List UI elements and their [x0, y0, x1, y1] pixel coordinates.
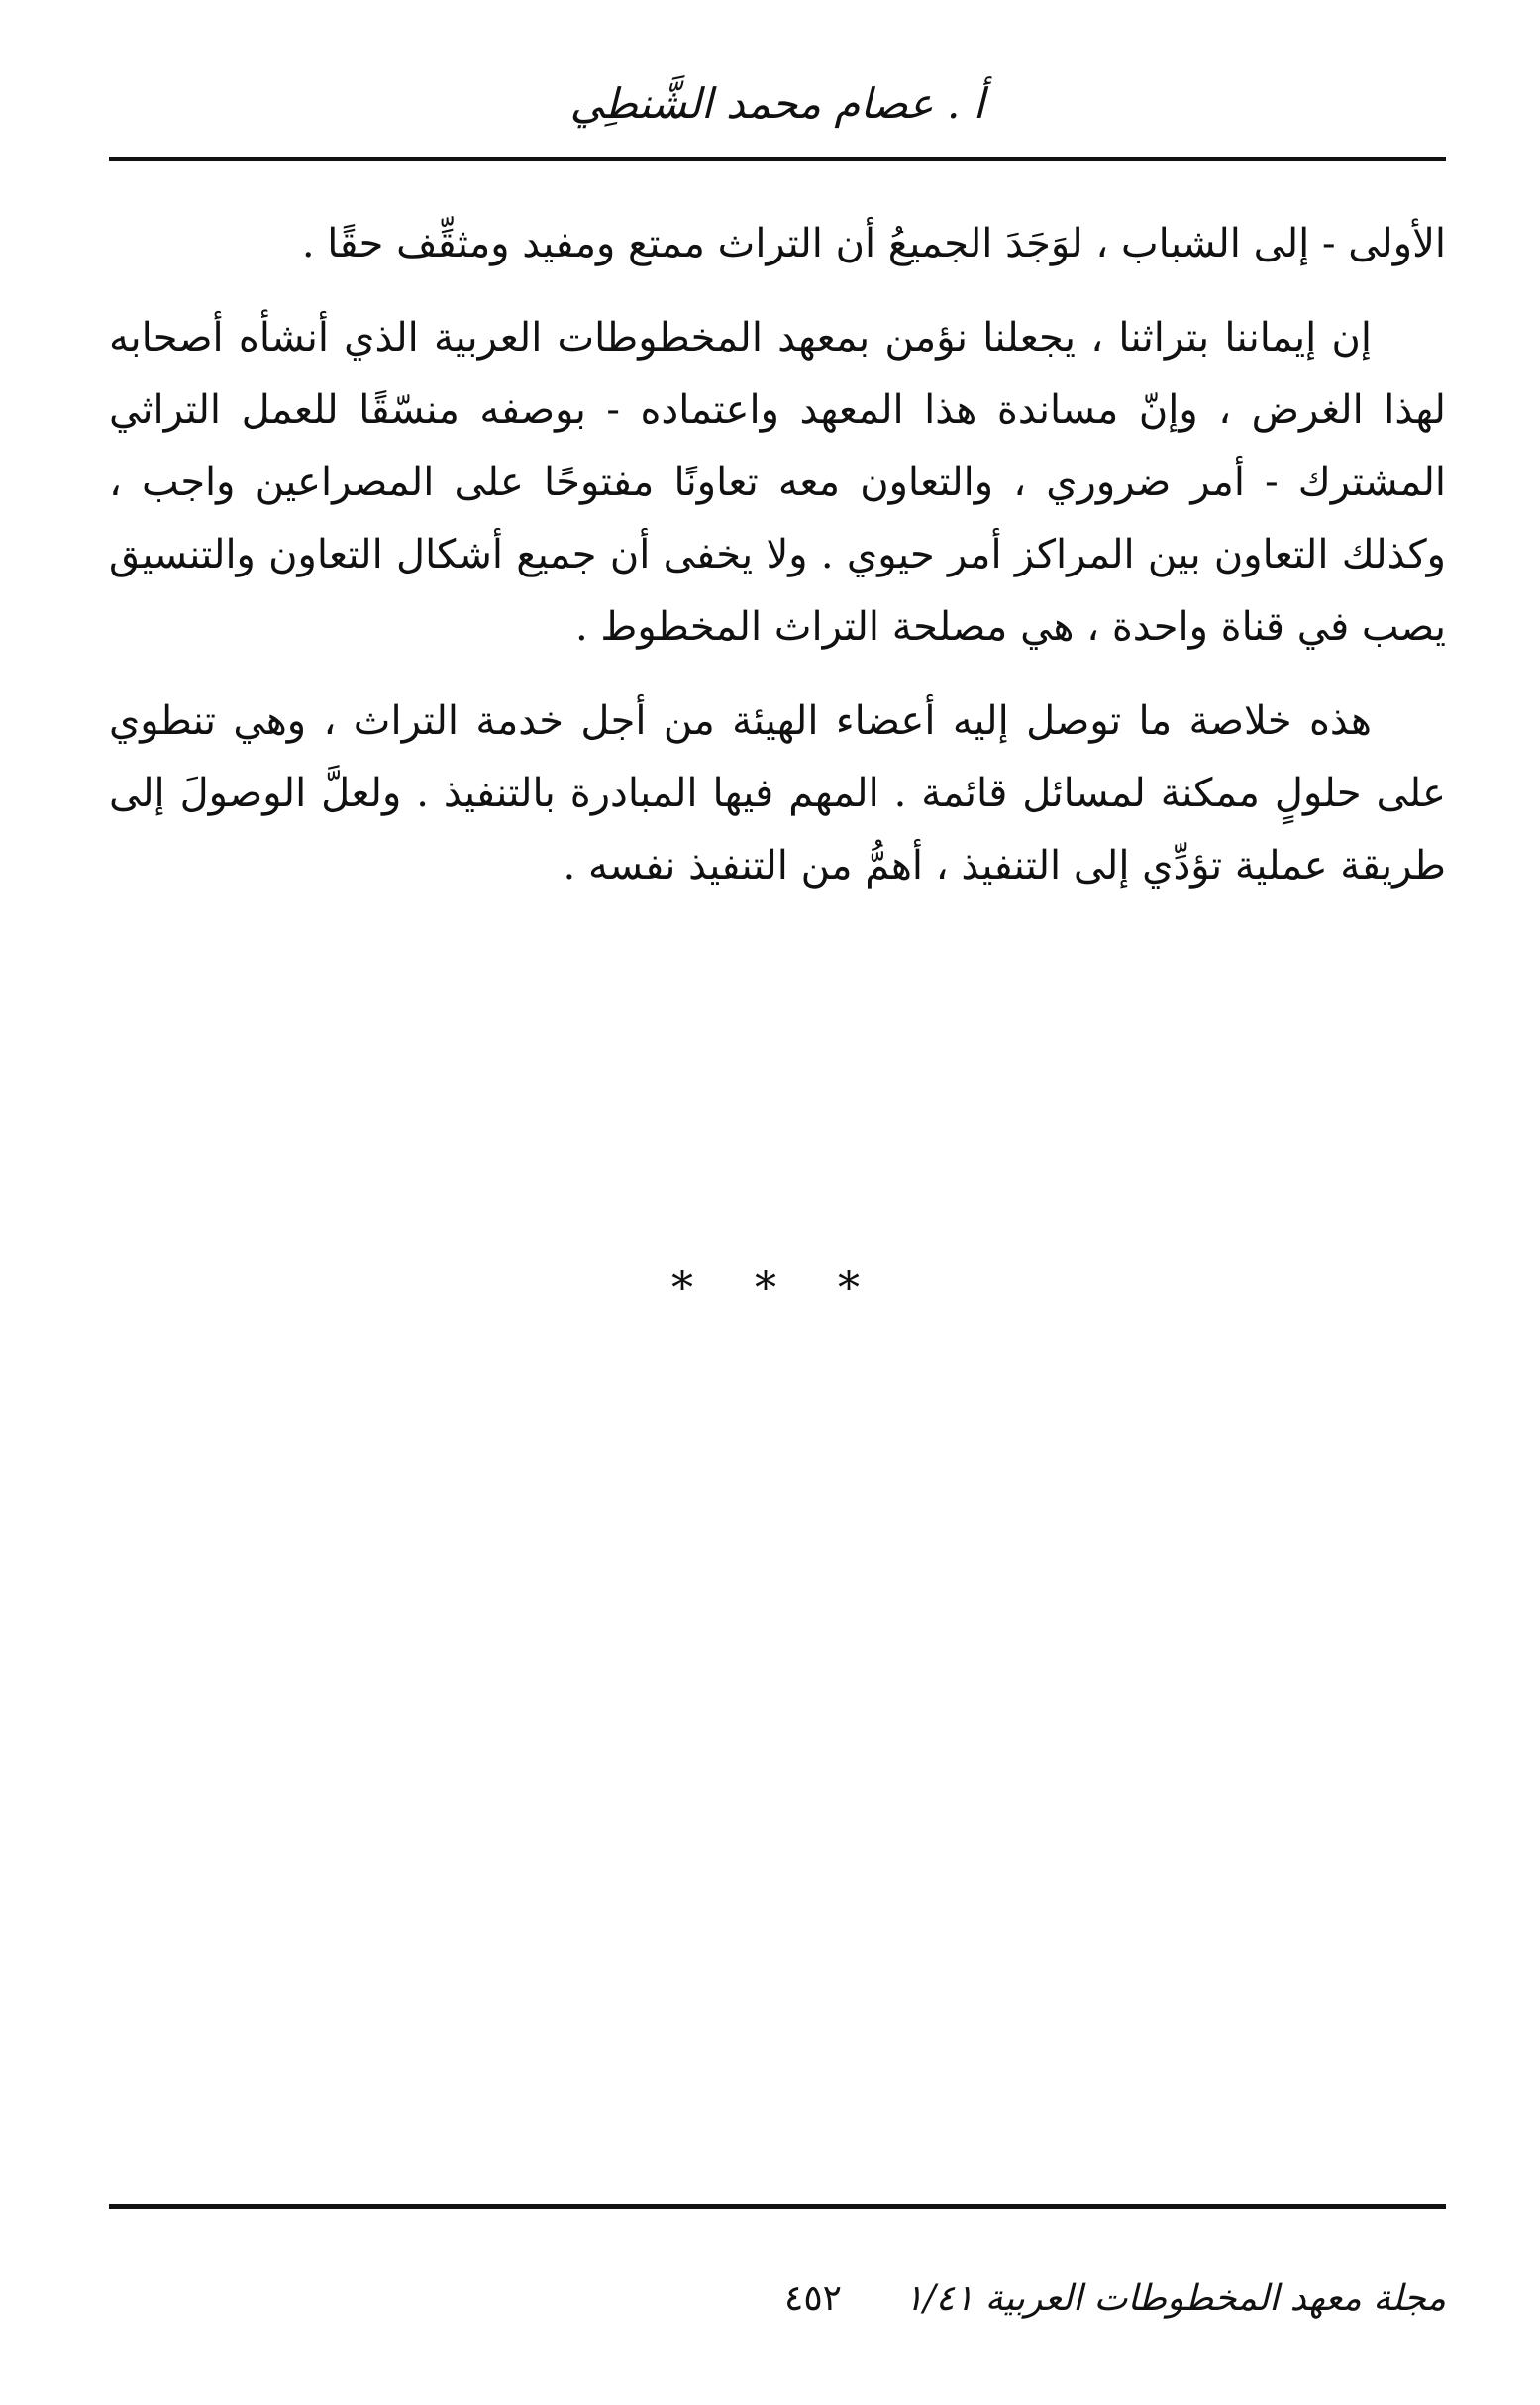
paragraph-1: الأولى - إلى الشباب ، لوَجَدَ الجميعُ أن التراث ممتع ومفيد ومثقِّف حقًا .: [301, 221, 1446, 266]
running-footer: [109, 2278, 1446, 2338]
page-number: ٤٥٢: [783, 2278, 842, 2319]
header-rule: [109, 157, 1446, 161]
footer-rule: [109, 2204, 1446, 2209]
paragraph-2: إن إيماننا بتراثنا ، يجعلنا نؤمن بمعهد المخطوطات العربية الذي أنشأه أصحابه لهذا الغرض ، وإنّ مساندة هذا المعهد واعتماده - بوصفه منسّقًا للعمل التراثي المشترك - أمر ضروري ، والتعاون معه تعاونًا مفتوحًا على المصراعين واجب ، وكذلك التعاون بين المراكز أمر حيوي . ولا يخفى أن جميع أشكال التعاون والتنسيق يصب في قناة واحدة ، هي مصلحة التراث المخطوط .: [109, 315, 1446, 650]
paragraph-3: هذه خلاصة ما توصل إليه أعضاء الهيئة من أجل خدمة التراث ، وهي تنطوي على حلولٍ ممكنة لمسائل قائمة . المهم فيها المبادرة بالتنفيذ . ولعلَّ الوصولَ إلى طريقة عملية تؤدِّي إلى التنفيذ ، أهمُّ من التنفيذ نفسه .: [109, 698, 1446, 889]
running-header-author: أ . عصام محمد الشَّنطِي: [569, 79, 985, 128]
body-text: [109, 208, 1446, 924]
section-separator: * * *: [671, 1263, 883, 1313]
footer-journal-title: مجلة معهد المخطوطات العربية ١/٤١: [904, 2278, 1446, 2319]
